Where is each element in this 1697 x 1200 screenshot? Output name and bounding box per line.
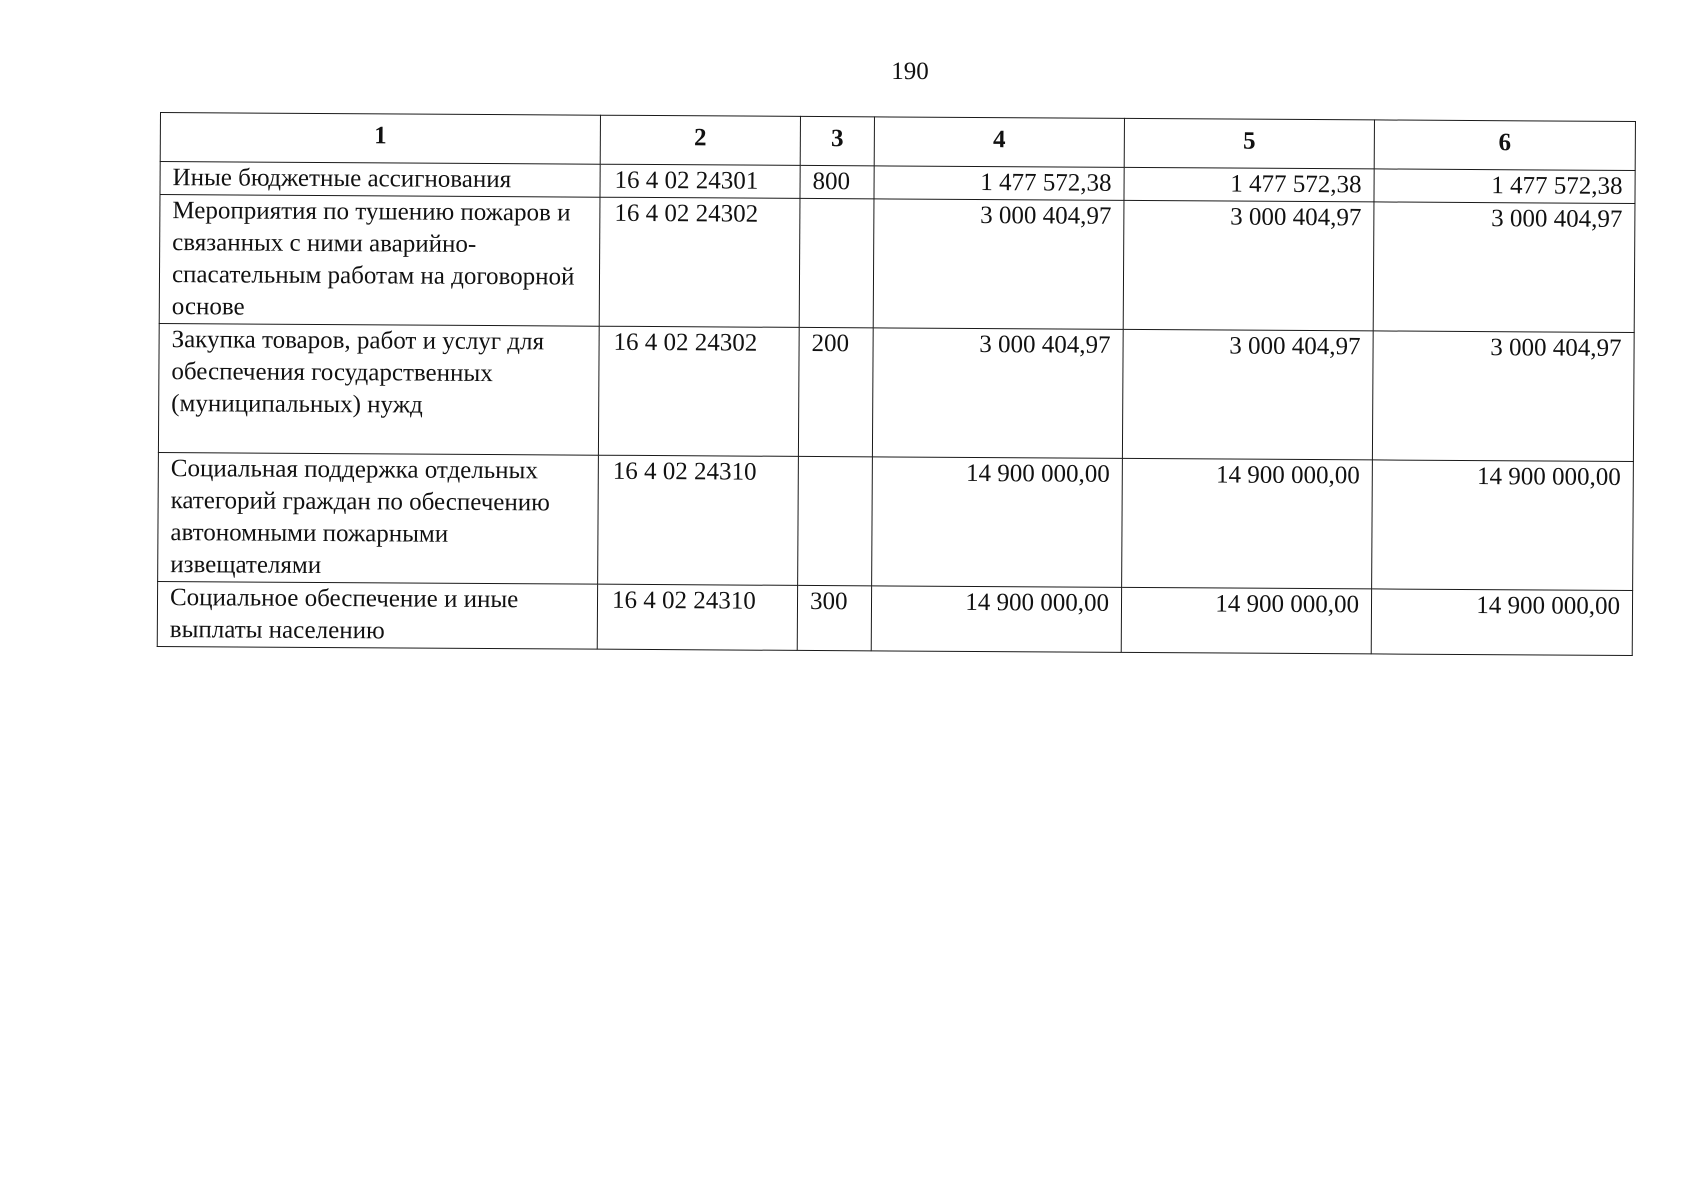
row-name: Иные бюджетные ассигнования	[160, 162, 600, 198]
row-amount-col-4: 3 000 404,97	[872, 328, 1123, 459]
row-amount-col-4: 3 000 404,97	[873, 199, 1124, 330]
row-type	[799, 198, 874, 327]
row-amount-col-5: 3 000 404,97	[1122, 329, 1373, 460]
row-name: Социальное обеспечение и иные выплаты населению	[157, 581, 597, 649]
row-type: 200	[798, 327, 873, 456]
table-header-row	[160, 113, 1635, 171]
header-col-6: 6	[1374, 120, 1635, 171]
row-amount-col-5: 14 900 000,00	[1121, 587, 1371, 654]
table-row	[159, 195, 1635, 333]
row-amount-col-4: 14 900 000,00	[872, 457, 1123, 588]
table-row	[158, 452, 1634, 590]
row-amount-col-6: 3 000 404,97	[1372, 331, 1634, 462]
row-amount-col-6: 3 000 404,97	[1373, 202, 1635, 333]
header-col-5: 5	[1124, 118, 1374, 169]
budget-table	[157, 112, 1636, 656]
row-amount-col-5: 3 000 404,97	[1123, 200, 1374, 331]
row-type: 800	[800, 165, 874, 198]
row-amount-col-6: 14 900 000,00	[1372, 460, 1634, 591]
row-code: 16 4 02 24301	[600, 164, 800, 198]
row-code: 16 4 02 24310	[597, 584, 797, 650]
row-amount-col-5: 14 900 000,00	[1122, 458, 1373, 589]
table-row	[158, 323, 1634, 461]
header-col-2: 2	[600, 115, 800, 165]
row-name: Мероприятия по тушению пожаров и связанных с ними аварийно-спасательным работам на договорной основе	[159, 195, 600, 327]
row-amount-col-6: 1 477 572,38	[1374, 169, 1635, 204]
row-amount-col-4: 1 477 572,38	[874, 166, 1124, 201]
row-name: Закупка товаров, работ и услуг для обеспечения государственных (муниципальных) нужд	[158, 323, 599, 455]
row-code: 16 4 02 24302	[598, 326, 799, 456]
row-amount-col-6: 14 900 000,00	[1371, 589, 1632, 656]
row-type: 300	[797, 585, 871, 650]
header-col-4: 4	[874, 117, 1124, 168]
row-amount-col-4: 14 900 000,00	[871, 586, 1121, 653]
header-col-3: 3	[800, 116, 874, 165]
table-row	[157, 581, 1632, 655]
row-type	[798, 456, 873, 585]
row-name: Социальная поддержка отдельных категорий граждан по обеспечению автономными пожарными извещателями	[158, 452, 599, 584]
row-code: 16 4 02 24310	[598, 455, 799, 585]
row-amount-col-5: 1 477 572,38	[1124, 167, 1374, 202]
row-code: 16 4 02 24302	[599, 197, 800, 327]
page-number: 190	[891, 58, 929, 85]
header-col-1: 1	[160, 113, 600, 165]
